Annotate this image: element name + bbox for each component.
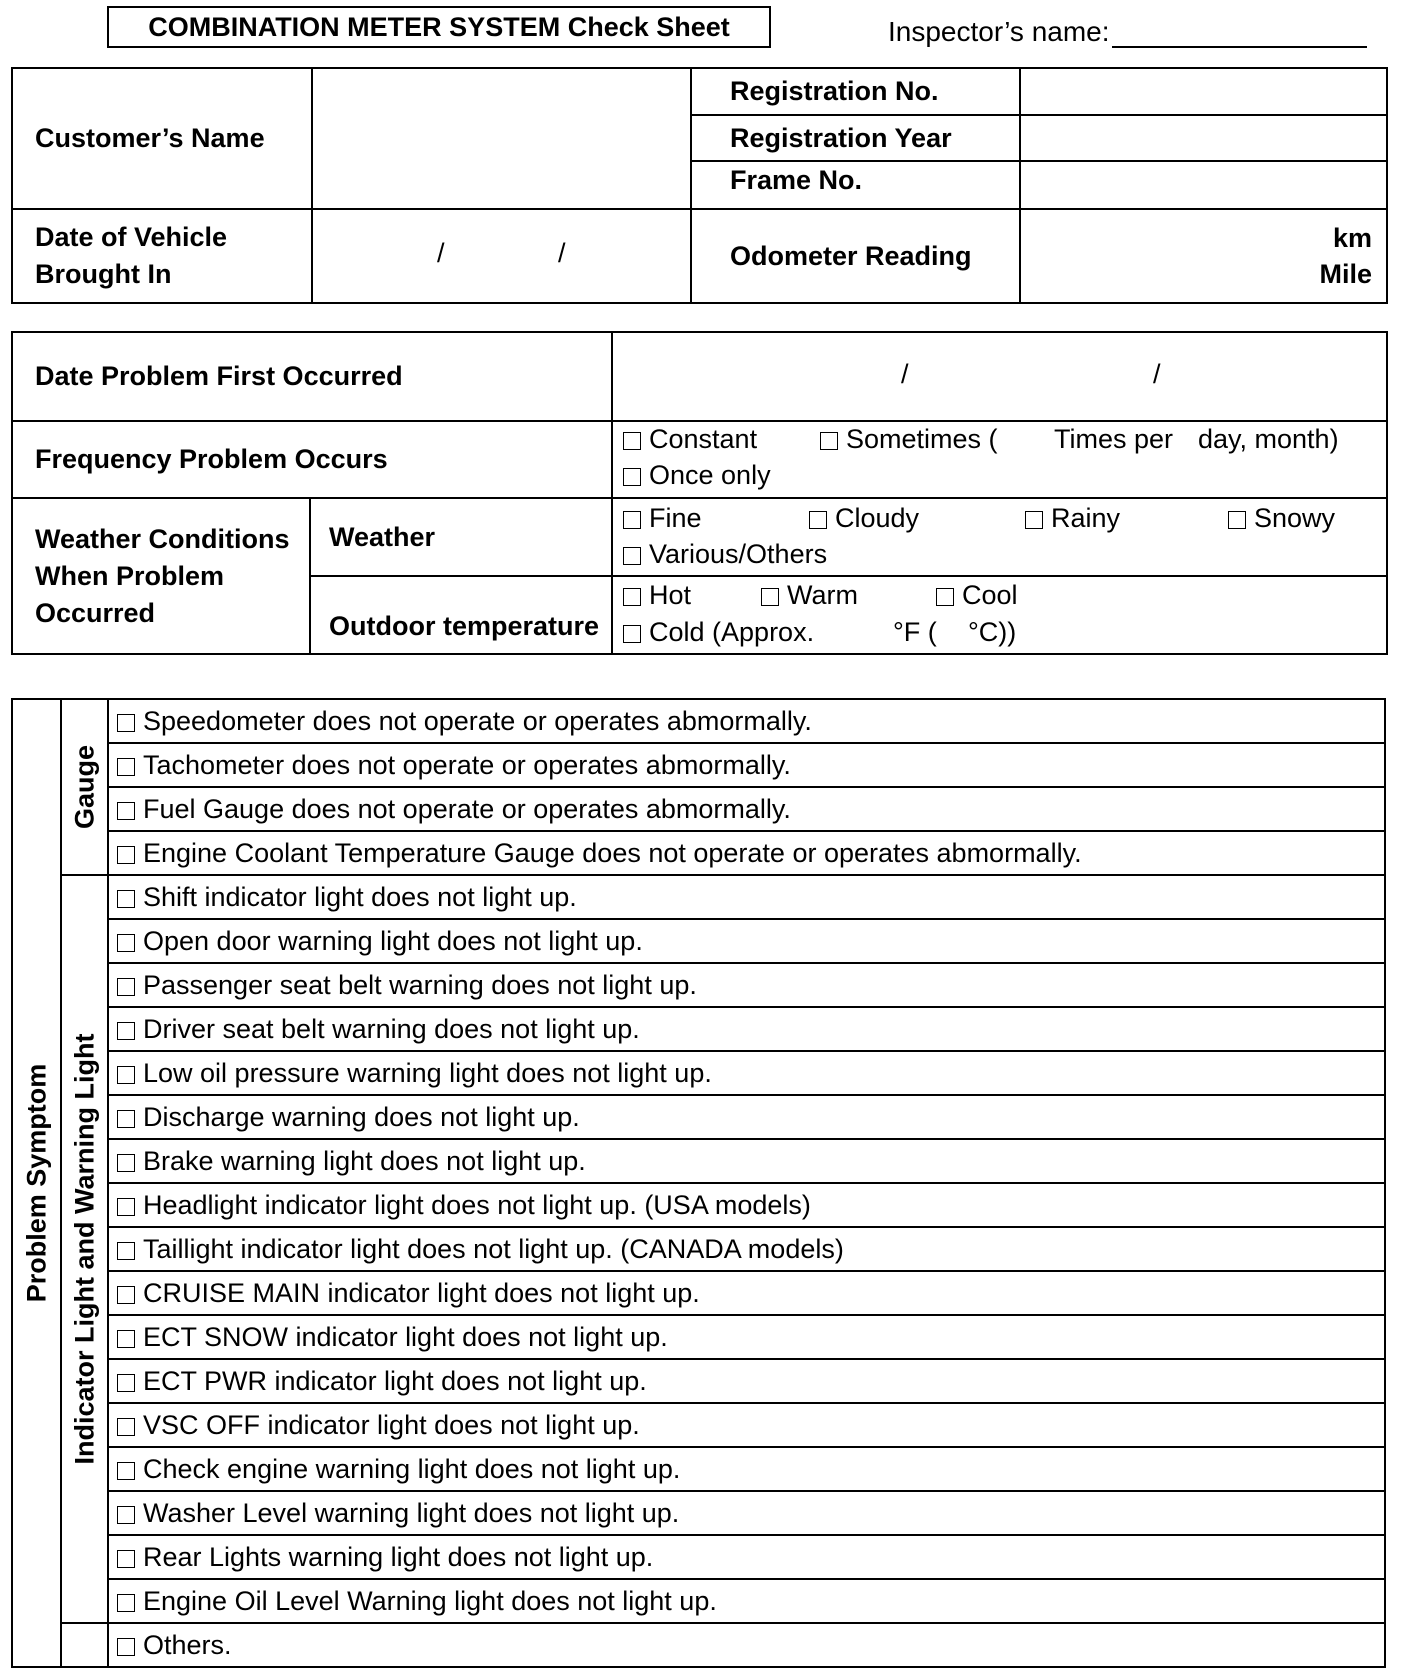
checkbox[interactable]: [117, 1594, 135, 1612]
checkbox[interactable]: [623, 547, 641, 565]
symptom-row[interactable]: Taillight indicator light does not light up. (CANADA models): [108, 1227, 1385, 1271]
checkbox[interactable]: [623, 432, 641, 450]
checkbox[interactable]: [117, 846, 135, 864]
symptom-row[interactable]: Brake warning light does not light up.: [108, 1139, 1385, 1183]
temperature-options: [612, 576, 1387, 654]
checkbox[interactable]: [809, 511, 827, 529]
symptom-row[interactable]: Headlight indicator light does not light up. (USA models): [108, 1183, 1385, 1227]
symptom-row[interactable]: Open door warning light does not light up.: [108, 919, 1385, 963]
day-month-text: day, month): [1198, 424, 1339, 454]
symptom-row-others[interactable]: Others.: [108, 1623, 1385, 1667]
registration-no-field[interactable]: [1020, 68, 1387, 115]
inspector-name-field[interactable]: [1112, 46, 1367, 48]
symptom-row[interactable]: ECT SNOW indicator light does not light up.: [108, 1315, 1385, 1359]
temp-cool-option[interactable]: Cool: [936, 580, 1018, 611]
weather-various-option[interactable]: Various/Others: [623, 539, 827, 570]
checkbox[interactable]: [623, 511, 641, 529]
symptom-row[interactable]: Passenger seat belt warning does not light up.: [108, 963, 1385, 1007]
checkbox[interactable]: [117, 1506, 135, 1524]
symptom-row[interactable]: Rear Lights warning light does not light up.: [108, 1535, 1385, 1579]
weather-snowy-option[interactable]: Snowy: [1228, 503, 1335, 534]
date-first-label: Date Problem First Occurred: [12, 332, 612, 421]
symptom-row[interactable]: Low oil pressure warning light does not light up.: [108, 1051, 1385, 1095]
checkbox[interactable]: [117, 890, 135, 908]
freq-constant-option[interactable]: Constant: [623, 424, 757, 455]
registration-year-label: Registration Year: [691, 115, 1020, 161]
problem-symptom-label: Problem Symptom: [12, 699, 61, 1667]
checkbox[interactable]: [623, 588, 641, 606]
checkbox[interactable]: [761, 588, 779, 606]
checkbox[interactable]: [117, 714, 135, 732]
checkbox[interactable]: [623, 468, 641, 486]
customer-name-field[interactable]: [312, 68, 691, 209]
checkbox[interactable]: [117, 1330, 135, 1348]
vehicle-info-table: [11, 67, 1388, 304]
weather-rainy-option[interactable]: Rainy: [1025, 503, 1120, 534]
date-first-field[interactable]: [612, 332, 1387, 421]
times-per-text: Times per: [1054, 424, 1174, 454]
freq-once-option[interactable]: Once only: [623, 460, 771, 491]
weather-cloudy-option[interactable]: Cloudy: [809, 503, 919, 534]
symptom-row[interactable]: Engine Oil Level Warning light does not light up.: [108, 1579, 1385, 1623]
weather-fine-option[interactable]: Fine: [623, 503, 702, 534]
symptom-row[interactable]: Discharge warning does not light up.: [108, 1095, 1385, 1139]
inspector-label: Inspector’s name:: [888, 16, 1110, 47]
title-box: [107, 6, 771, 48]
fahrenheit-unit: °F (: [893, 617, 937, 647]
checkbox[interactable]: [1228, 511, 1246, 529]
symptom-row[interactable]: Tachometer does not operate or operates abmormally.: [108, 743, 1385, 787]
checkbox[interactable]: [936, 588, 954, 606]
temp-cold-option[interactable]: Cold (Approx.: [623, 617, 814, 648]
page-title: COMBINATION METER SYSTEM Check Sheet: [148, 12, 730, 42]
checkbox[interactable]: [623, 625, 641, 643]
weather-label: Weather: [310, 498, 612, 576]
checkbox[interactable]: [117, 1154, 135, 1172]
checkbox[interactable]: [117, 1110, 135, 1128]
date-slash: /: [558, 238, 566, 268]
conditions-table: [11, 331, 1388, 655]
customer-name-label: Customer’s Name: [12, 68, 312, 209]
symptom-row[interactable]: Shift indicator light does not light up.: [108, 875, 1385, 919]
checkbox[interactable]: [117, 978, 135, 996]
registration-year-field[interactable]: [1020, 115, 1387, 161]
problem-symptom-table: [11, 698, 1386, 1668]
checkbox[interactable]: [117, 758, 135, 776]
checkbox[interactable]: [117, 934, 135, 952]
odometer-field[interactable]: [1020, 209, 1387, 303]
checkbox[interactable]: [1025, 511, 1043, 529]
odometer-label: Odometer Reading: [691, 209, 1020, 303]
checkbox[interactable]: [117, 1418, 135, 1436]
others-spacer: [61, 1623, 108, 1667]
symptom-row[interactable]: Fuel Gauge does not operate or operates abmormally.: [108, 787, 1385, 831]
km-unit: km: [1332, 223, 1372, 253]
freq-sometimes-option[interactable]: Sometimes (: [820, 424, 998, 455]
frame-no-label: Frame No.: [691, 161, 1020, 209]
checkbox[interactable]: [117, 802, 135, 820]
checkbox[interactable]: [117, 1022, 135, 1040]
weather-conditions-label: Weather Conditions When Problem Occurred: [12, 498, 310, 654]
checkbox[interactable]: [117, 1638, 135, 1656]
celsius-unit: °C)): [968, 617, 1017, 647]
checkbox[interactable]: [117, 1198, 135, 1216]
registration-no-label: Registration No.: [691, 68, 1020, 115]
frame-no-field[interactable]: [1020, 161, 1387, 209]
date-slash: /: [1153, 359, 1161, 389]
checkbox[interactable]: [820, 432, 838, 450]
symptom-row[interactable]: Check engine warning light does not light up.: [108, 1447, 1385, 1491]
date-brought-in-label: Date of Vehicle Brought In: [12, 209, 312, 303]
symptom-row[interactable]: CRUISE MAIN indicator light does not light up.: [108, 1271, 1385, 1315]
symptom-row[interactable]: Speedometer does not operate or operates abmormally.: [108, 699, 1385, 743]
date-slash: /: [437, 238, 445, 268]
date-slash: /: [901, 359, 909, 389]
symptom-row[interactable]: Washer Level warning light does not light up.: [108, 1491, 1385, 1535]
gauge-label: Gauge: [61, 699, 108, 875]
checkbox[interactable]: [117, 1374, 135, 1392]
symptom-row[interactable]: VSC OFF indicator light does not light up.: [108, 1403, 1385, 1447]
weather-options: [612, 498, 1387, 576]
temp-warm-option[interactable]: Warm: [761, 580, 858, 611]
mile-unit: Mile: [1319, 259, 1372, 289]
checkbox[interactable]: [117, 1462, 135, 1480]
temp-hot-option[interactable]: Hot: [623, 580, 691, 611]
checkbox[interactable]: [117, 1550, 135, 1568]
checkbox[interactable]: [117, 1242, 135, 1260]
outdoor-temp-label: Outdoor temperature: [310, 576, 612, 654]
indicator-light-label: Indicator Light and Warning Light: [61, 875, 108, 1623]
symptom-row[interactable]: Driver seat belt warning does not light up.: [108, 1007, 1385, 1051]
date-brought-in-field[interactable]: [312, 209, 691, 303]
symptom-row[interactable]: Engine Coolant Temperature Gauge does not operate or operates abmormally.: [108, 831, 1385, 875]
frequency-label: Frequency Problem Occurs: [12, 421, 612, 498]
checkbox[interactable]: [117, 1286, 135, 1304]
checkbox[interactable]: [117, 1066, 135, 1084]
symptom-row[interactable]: ECT PWR indicator light does not light up.: [108, 1359, 1385, 1403]
frequency-options: [612, 421, 1387, 498]
